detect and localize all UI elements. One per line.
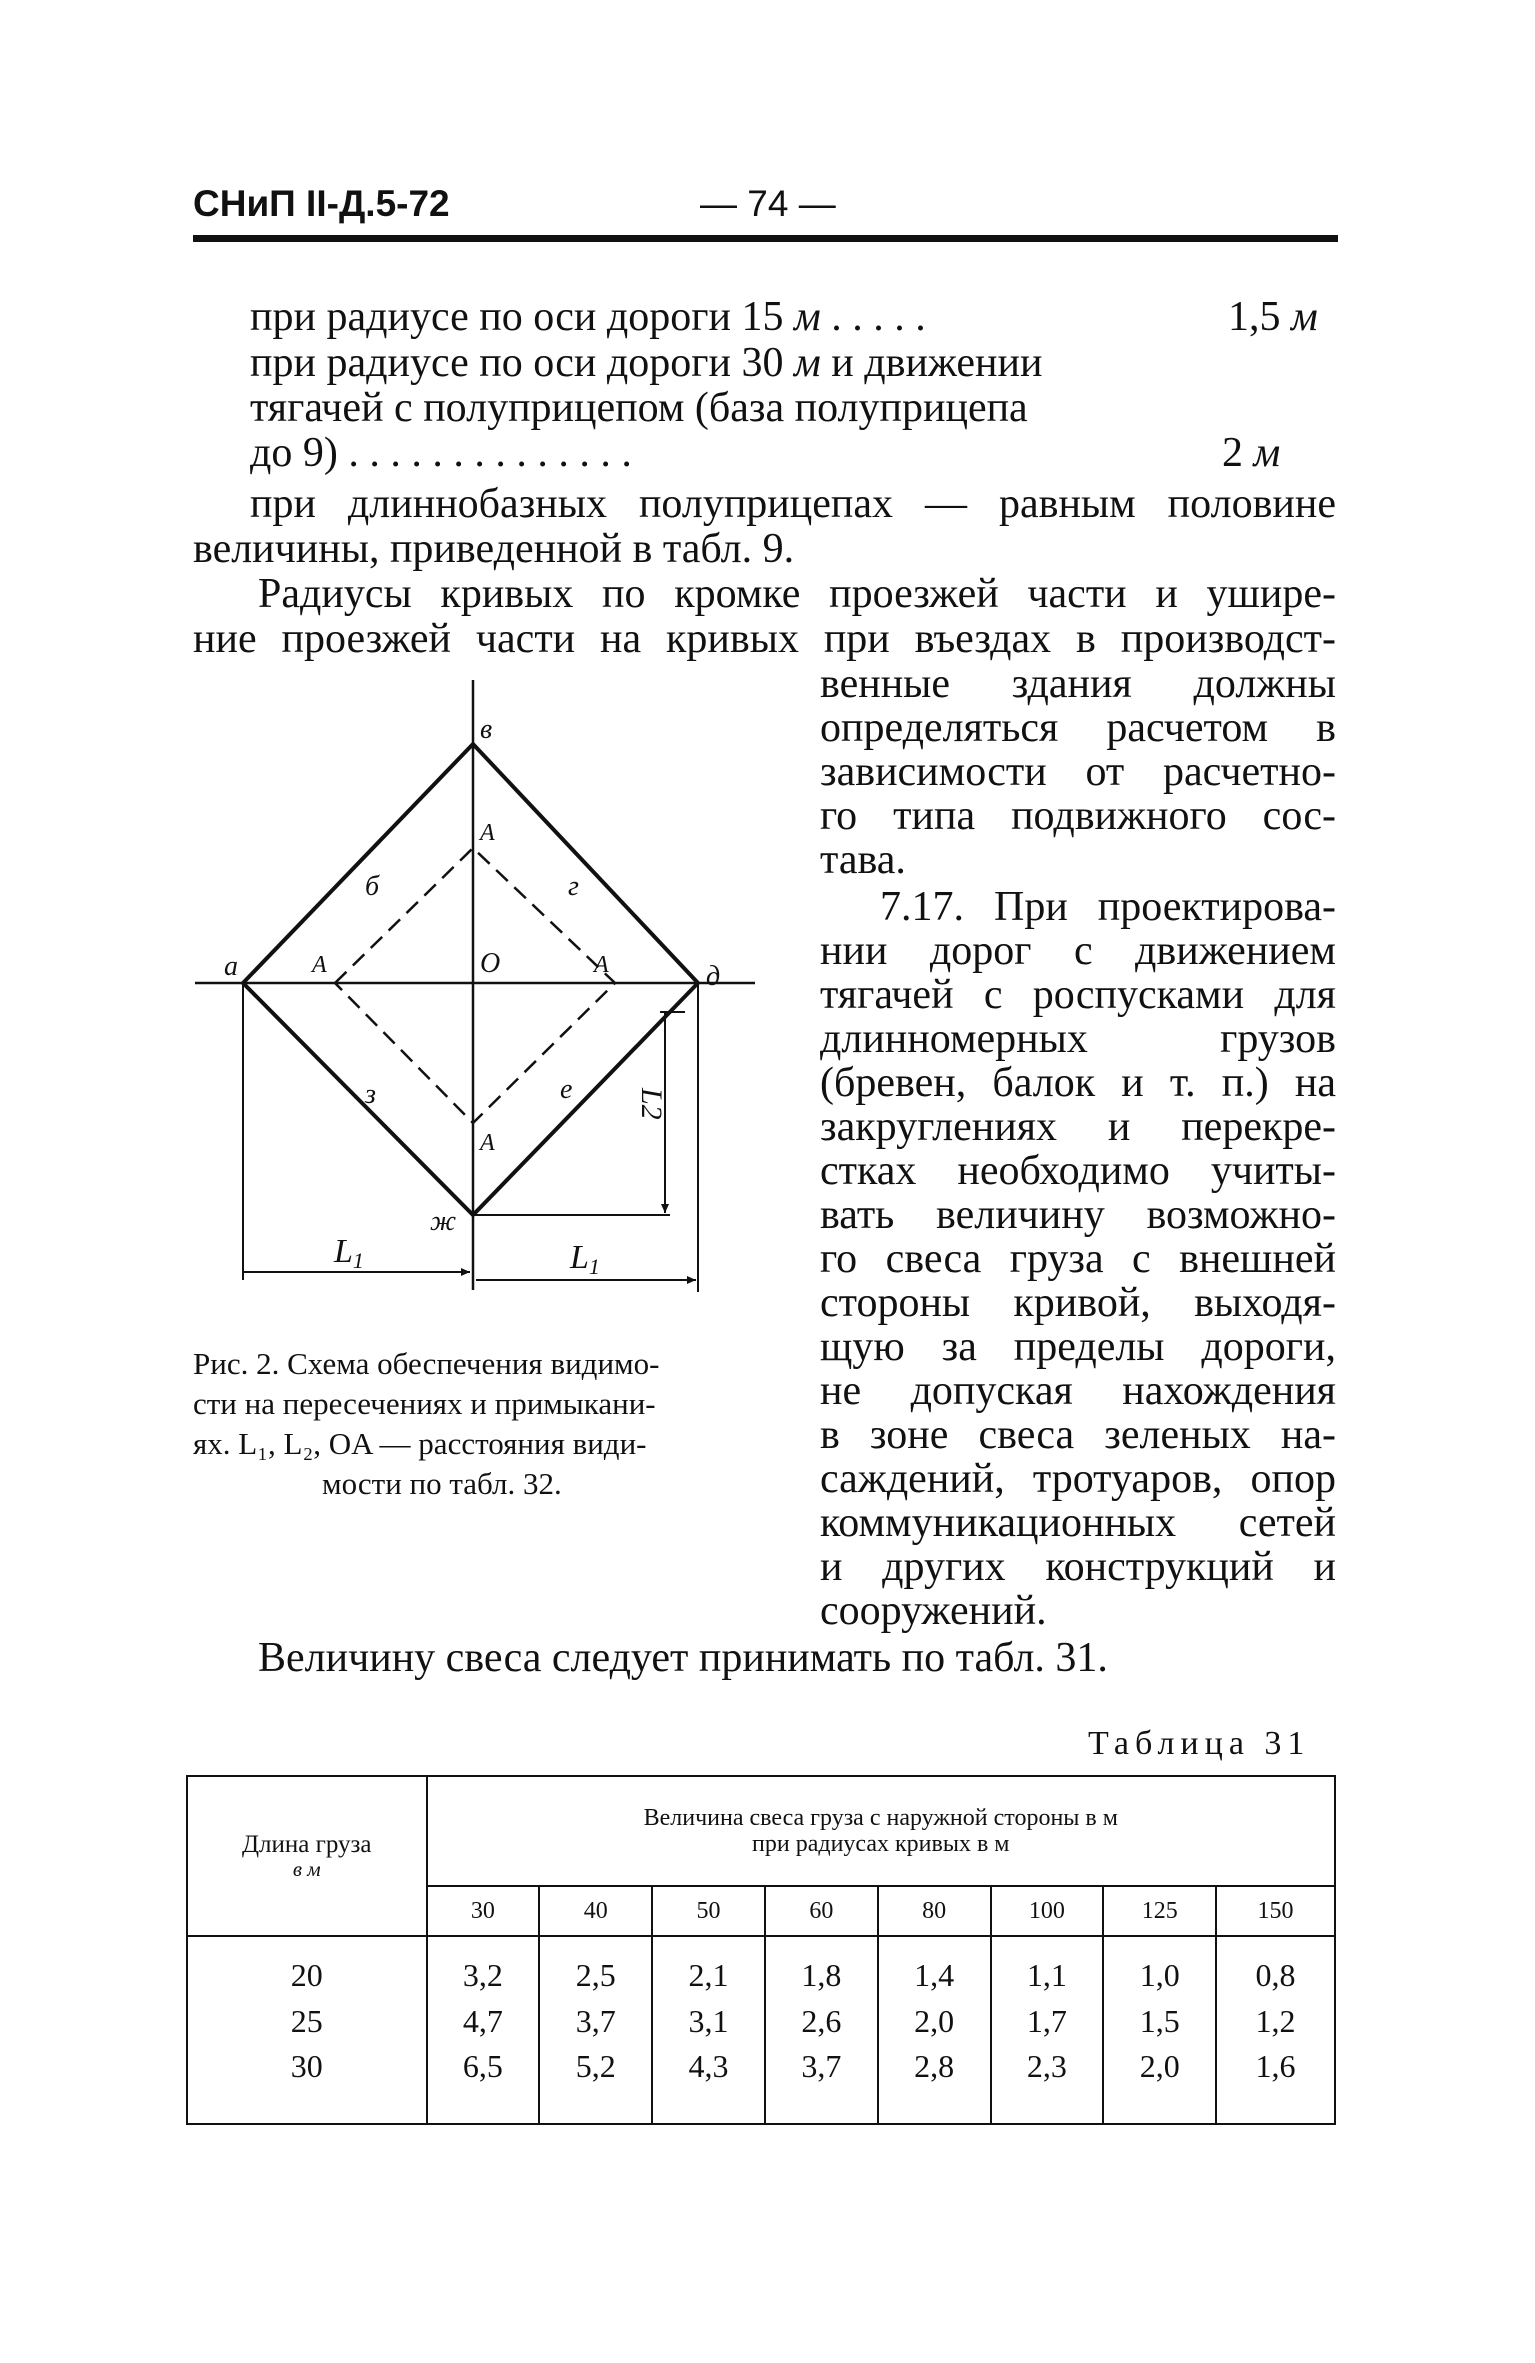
para-radii-line5: зависимости от расчетно- xyxy=(820,749,1336,795)
value-cell: 1,4 xyxy=(878,1936,991,1994)
para-radii-line1: Радиусы кривых по кромке проезжей части и ушире- xyxy=(258,571,1336,617)
radius-header: 30 xyxy=(427,1886,540,1936)
para-radii-line7: тава. xyxy=(820,837,906,883)
length-cell: 25 xyxy=(187,1994,427,2048)
label-e: е xyxy=(560,1074,573,1105)
para-717-line17: сооружений. xyxy=(820,1588,1047,1634)
value-cell: 3,2 xyxy=(427,1936,540,1994)
intro-r15-value: 1,5 м xyxy=(1228,294,1318,340)
value-cell: 3,1 xyxy=(652,1994,765,2048)
value-cell: 1,1 xyxy=(991,1936,1104,1994)
para-717-line8: вать величину возможно- xyxy=(820,1192,1336,1238)
para-717-line14: саждений, тротуаров, опор xyxy=(820,1456,1336,1502)
para-717-line13: в зоне свеса зеленых на- xyxy=(820,1412,1336,1458)
value-cell: 2,6 xyxy=(765,1994,878,2048)
para-717-line11: щую за пределы дороги, xyxy=(820,1324,1336,1370)
table-row xyxy=(187,1994,1335,2048)
label-A-top: А xyxy=(480,820,495,846)
label-l2: L2 xyxy=(635,1088,668,1120)
length-column-header: Длина груза в м xyxy=(187,1776,427,1936)
figure-caption-line3: ях. L₁, L₂, OA — расстояния види- xyxy=(193,1426,647,1461)
intro-long-line2: величины, приведенной в табл. 9. xyxy=(193,526,795,572)
para-717-line9: го свеса груза с внешней xyxy=(820,1236,1336,1282)
value-cell: 0,8 xyxy=(1216,1936,1335,1994)
value-cell: 3,7 xyxy=(539,1994,652,2048)
value-cell: 4,7 xyxy=(427,1994,540,2048)
intersection-visibility-diagram xyxy=(180,660,780,1320)
radius-header: 150 xyxy=(1216,1886,1335,1936)
value-cell: 1,5 xyxy=(1103,1994,1216,2048)
para-717-line10: стороны кривой, выходя- xyxy=(820,1280,1336,1326)
para-717-line2: нии дорог с движением xyxy=(820,928,1336,974)
radius-header: 50 xyxy=(652,1886,765,1936)
value-cell: 1,0 xyxy=(1103,1936,1216,1994)
value-cell: 2,1 xyxy=(652,1936,765,1994)
label-g: г xyxy=(568,871,579,902)
para-717-line3: тягачей с роспусками для xyxy=(820,972,1336,1018)
value-cell: 6,5 xyxy=(427,2048,540,2124)
intro-r30-line3: до 9) . . . . . . . . . . . . . . xyxy=(250,430,632,476)
para-radii-line4: определяться расчетом в xyxy=(820,705,1336,751)
label-a: а xyxy=(224,951,238,982)
value-cell: 2,5 xyxy=(539,1936,652,1994)
value-cell: 5,2 xyxy=(539,2048,652,2124)
overhang-group-header: Величина свеса груза с наружной стороны в м при радиусах кривых в м xyxy=(427,1776,1335,1886)
figure-caption-line2: сти на пересечениях и примыкани- xyxy=(193,1386,656,1421)
para-717-line12: не допуская нахождения xyxy=(820,1368,1336,1414)
figure-caption-line4: мости по табл. 32. xyxy=(322,1466,562,1501)
value-cell: 2,3 xyxy=(991,2048,1104,2124)
label-A-right: А xyxy=(594,952,609,978)
header-rule xyxy=(193,235,1338,242)
intro-r30-line2: тягачей с полуприцепом (база полуприцепа xyxy=(250,385,1028,431)
radius-header: 100 xyxy=(991,1886,1104,1936)
table-row xyxy=(187,1936,1335,1994)
document-code: СНиП II-Д.5-72 xyxy=(193,183,450,224)
label-b: б xyxy=(365,871,380,902)
intro-r30-value: 2 м xyxy=(1222,430,1281,476)
label-l1-left: L1 xyxy=(334,1233,364,1273)
value-cell: 2,0 xyxy=(1103,2048,1216,2124)
length-cell: 30 xyxy=(187,2048,427,2124)
para-717-line16: и других конструкций и xyxy=(820,1544,1336,1590)
radius-header: 80 xyxy=(878,1886,991,1936)
value-cell: 2,8 xyxy=(878,2048,991,2124)
para-717-line4: длинномерных грузов xyxy=(820,1016,1336,1062)
label-A-left: А xyxy=(312,952,327,978)
intro-long-line1: при длиннобазных полуприцепах — равным половине xyxy=(250,481,1336,527)
label-O: О xyxy=(480,948,501,979)
value-cell: 1,8 xyxy=(765,1936,878,1994)
value-cell: 4,3 xyxy=(652,2048,765,2124)
value-cell: 1,6 xyxy=(1216,2048,1335,2124)
para-717-line7: стках необходимо учиты- xyxy=(820,1148,1336,1194)
closing-sentence: Величину свеса следует принимать по табл. 31. xyxy=(258,1635,1108,1681)
label-A-bottom: А xyxy=(480,1130,495,1156)
value-cell: 1,2 xyxy=(1216,1994,1335,2048)
label-z: з xyxy=(365,1079,376,1110)
para-radii-line6: го типа подвижного сос- xyxy=(820,793,1336,839)
label-zh: ж xyxy=(430,1206,457,1237)
label-d: д xyxy=(706,961,721,992)
length-cell: 20 xyxy=(187,1936,427,1994)
para-717-line15: коммуникационных сетей xyxy=(820,1500,1336,1546)
para-717-line6: закруглениях и перекре- xyxy=(820,1104,1336,1150)
figure-caption-line1: Рис. 2. Схема обеспечения видимо- xyxy=(193,1346,660,1381)
label-l1-right: L1 xyxy=(570,1239,600,1279)
para-717-line1: 7.17. При проектирова- xyxy=(880,884,1336,930)
radius-header: 125 xyxy=(1103,1886,1216,1936)
value-cell: 3,7 xyxy=(765,2048,878,2124)
para-radii-line3: венные здания должны xyxy=(820,661,1336,707)
para-radii-line2: ние проезжей части на кривых при въездах в производст- xyxy=(193,616,1336,662)
value-cell: 2,0 xyxy=(878,1994,991,2048)
intro-r15: при радиусе по оси дороги 15 м . . . . . xyxy=(250,294,926,340)
overhang-table xyxy=(186,1775,1336,2125)
value-cell: 1,7 xyxy=(991,1994,1104,2048)
outer-rhombus xyxy=(243,744,698,1215)
radius-header: 60 xyxy=(765,1886,878,1936)
intro-r30-line1: при радиусе по оси дороги 30 м и движении xyxy=(250,340,1043,386)
label-v: в xyxy=(480,714,493,745)
page-number: — 74 — xyxy=(700,183,836,224)
para-717-line5: (бревен, балок и т. п.) на xyxy=(820,1060,1336,1106)
radius-header: 40 xyxy=(539,1886,652,1936)
table-title: Таблица 31 xyxy=(1088,1725,1311,1762)
table-row xyxy=(187,2048,1335,2124)
